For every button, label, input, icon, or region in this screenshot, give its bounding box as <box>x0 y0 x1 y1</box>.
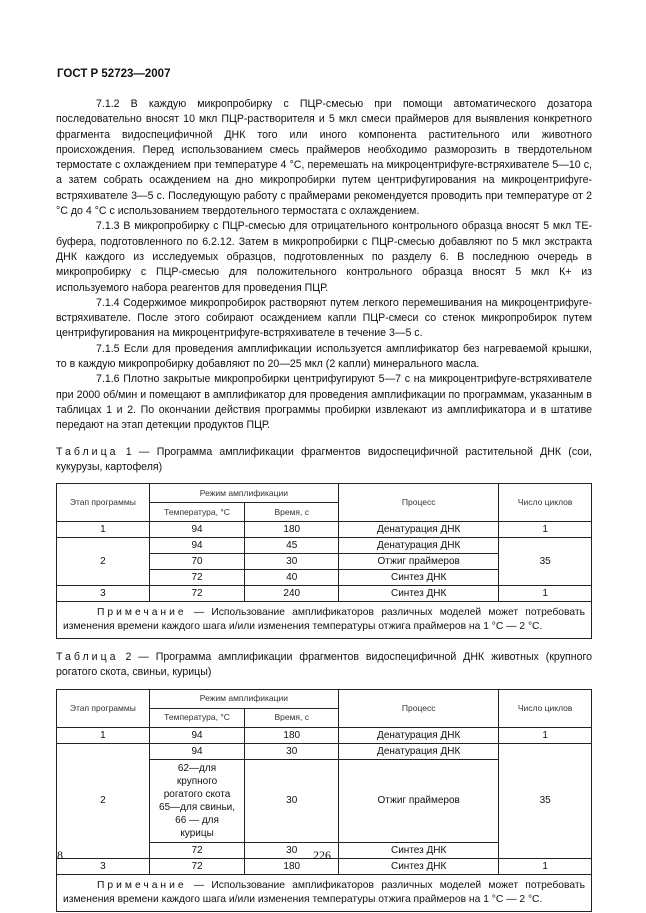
cell: 72 <box>149 586 245 602</box>
col-stage: Этап программы <box>57 484 150 522</box>
cell: 30 <box>245 554 339 570</box>
table-note <box>57 874 592 911</box>
cell: 94 <box>149 538 245 554</box>
cell: 94 <box>149 727 245 743</box>
paragraph-7-1-5: 7.1.5 Если для проведения амплификации используется амплификатор без нагреваемой крышки, то в каждую микропробирку добавляют по 20—25 мкл (2 капли) минерального масла. <box>56 342 592 371</box>
table1-caption <box>56 445 592 476</box>
cell: Денатурация ДНК <box>339 538 499 554</box>
col-process: Процесс <box>339 484 499 522</box>
col-temp: Температура, °С <box>149 708 245 727</box>
paragraph-7-1-6: 7.1.6 Плотно закрытые микропробирки центрифугируют 5—7 с на микроцентрифуге-встряхивателе при 2000 об/мин и помещают в амплификатор для проведения амплификации по программам, указанным в таблицах 1 и 2. По окончании действия программы пробирки извлекают из амплификатора и в штативе передают на этап детекции продуктов ПЦР. <box>56 373 592 432</box>
note-text: — Использование амплификаторов различных моделей может потребовать изменения времени каждого шага и/или изменения температуры отжига праймеров на 1 °С — 2 °С. <box>63 607 585 633</box>
table-label: Таблица <box>56 445 119 458</box>
cell: 70 <box>149 554 245 570</box>
table-note-row <box>57 874 592 911</box>
cell: 3 <box>57 586 150 602</box>
cell: 35 <box>499 538 592 586</box>
table1 <box>56 483 592 639</box>
cell: 72 <box>149 842 245 858</box>
col-cycles: Число циклов <box>499 484 592 522</box>
cell: Отжиг праймеров <box>339 759 499 842</box>
cell: 1 <box>57 522 150 538</box>
standard-header: ГОСТ Р 52723—2007 <box>57 68 171 80</box>
table-row <box>57 538 592 554</box>
cell: Синтез ДНК <box>339 858 499 874</box>
page-number-center: 226 <box>313 848 331 862</box>
col-cycles: Число циклов <box>499 689 592 727</box>
cell: Синтез ДНК <box>339 842 499 858</box>
cell: 94 <box>149 522 245 538</box>
note-label: Примечание <box>97 607 187 619</box>
cell: 62—для крупного рогатого скота 65—для свиньи, 66 — для курицы <box>149 759 245 842</box>
paragraph-7-1-2: 7.1.2 В каждую микропробирку с ПЦР-смесью при помощи автоматического дозатора последовательно вносят 10 мкл ПЦР-растворителя и 5 мкл смеси праймеров для выявления конкретного фрагмента видоспецифичной ДНК того или иного компонента растительного или животного происхождения. Перед использованием смесь праймеров необходимо разморозить в твердотельном термостате с охлаждением при температуре 4 °С, перемешать на микроцентрифуге-встряхивателе 5—10 с, а затем собрать осаждением на дно микропробирки путем центрифугирования на микроцентрифуге-встряхивателе 3—5 с. Последующую работу с праймерами рекомендуется проводить при температуре от 2 °С до 4 °С с использованием твердотельного термостата с охлаждением. <box>56 98 592 218</box>
col-mode: Режим амплификации <box>149 484 338 503</box>
table-row <box>57 522 592 538</box>
col-stage: Этап программы <box>57 689 150 727</box>
paragraph-7-1-4: 7.1.4 Содержимое микропробирок растворяют путем легкого перемешивания на микроцентрифуге-встряхивателе. После этого собирают осаждением капли ПЦР-смеси со стенок микропробирок путем центрифугирования на микроцентрифуге-встряхивателе в течение 3—5 с. <box>56 296 592 340</box>
note-label: Примечание <box>97 879 187 891</box>
caption-text: 1 — Программа амплификации фрагментов видоспецифичной растительной ДНК (сои, кукурузы, картофеля) <box>56 445 592 473</box>
cell: 40 <box>245 570 339 586</box>
cell: 72 <box>149 858 245 874</box>
cell: 3 <box>57 858 150 874</box>
col-time: Время, с <box>245 708 339 727</box>
cell: 2 <box>57 743 150 858</box>
table2-caption <box>56 650 592 681</box>
col-temp: Температура, °С <box>149 503 245 522</box>
cell: 180 <box>245 727 339 743</box>
cell: Синтез ДНК <box>339 570 499 586</box>
table-row <box>57 727 592 743</box>
cell: 45 <box>245 538 339 554</box>
cell: Отжиг праймеров <box>339 554 499 570</box>
page-number-left: 8 <box>57 848 63 862</box>
cell: 1 <box>499 858 592 874</box>
table-row <box>57 743 592 759</box>
note-text: — Использование амплификаторов различных моделей может потребовать изменения времени каждого шага и/или изменения температуры отжига праймеров на 1 °С — 2 °С. <box>63 879 585 905</box>
col-mode: Режим амплификации <box>149 689 338 708</box>
col-process: Процесс <box>339 689 499 727</box>
cell: 1 <box>499 586 592 602</box>
cell: 35 <box>499 743 592 858</box>
cell: Синтез ДНК <box>339 586 499 602</box>
cell: Денатурация ДНК <box>339 743 499 759</box>
cell: 1 <box>57 727 150 743</box>
cell: 180 <box>245 858 339 874</box>
cell: 30 <box>245 759 339 842</box>
cell: 240 <box>245 586 339 602</box>
table-note-row <box>57 602 592 639</box>
cell: 1 <box>499 727 592 743</box>
cell: 180 <box>245 522 339 538</box>
table2 <box>56 689 592 912</box>
cell: 72 <box>149 570 245 586</box>
cell: Денатурация ДНК <box>339 727 499 743</box>
cell: 30 <box>245 743 339 759</box>
table-label: Таблица <box>56 651 119 664</box>
cell: 2 <box>57 538 150 586</box>
cell: 1 <box>499 522 592 538</box>
col-time: Время, с <box>245 503 339 522</box>
document-body <box>56 97 592 912</box>
cell: 94 <box>149 743 245 759</box>
paragraph-7-1-3: 7.1.3 В микропробирку с ПЦР-смесью для отрицательного контрольного образца вносят 5 мкл ТЕ-буфера, подготовленного по 6.2.12. Затем в микропробирки с ПЦР-смесью добавляют по 5 мкл экстракта ДНК каждого из исследуемых образцов, подготовленных по разделу 6. В последнюю очередь в микропробирку с ПЦР-смесью для положительного контрольного образца вносят 5 мкл К+ из используемого набора реагентов для проведения ПЦР. <box>56 220 592 294</box>
caption-text: 2 — Программа амплификации фрагментов видоспецифичной ДНК животных (крупного рогатого скота, свиньи, курицы) <box>56 651 592 679</box>
table-row <box>57 586 592 602</box>
cell: Денатурация ДНК <box>339 522 499 538</box>
cell: 30 <box>245 842 339 858</box>
table-note <box>57 602 592 639</box>
